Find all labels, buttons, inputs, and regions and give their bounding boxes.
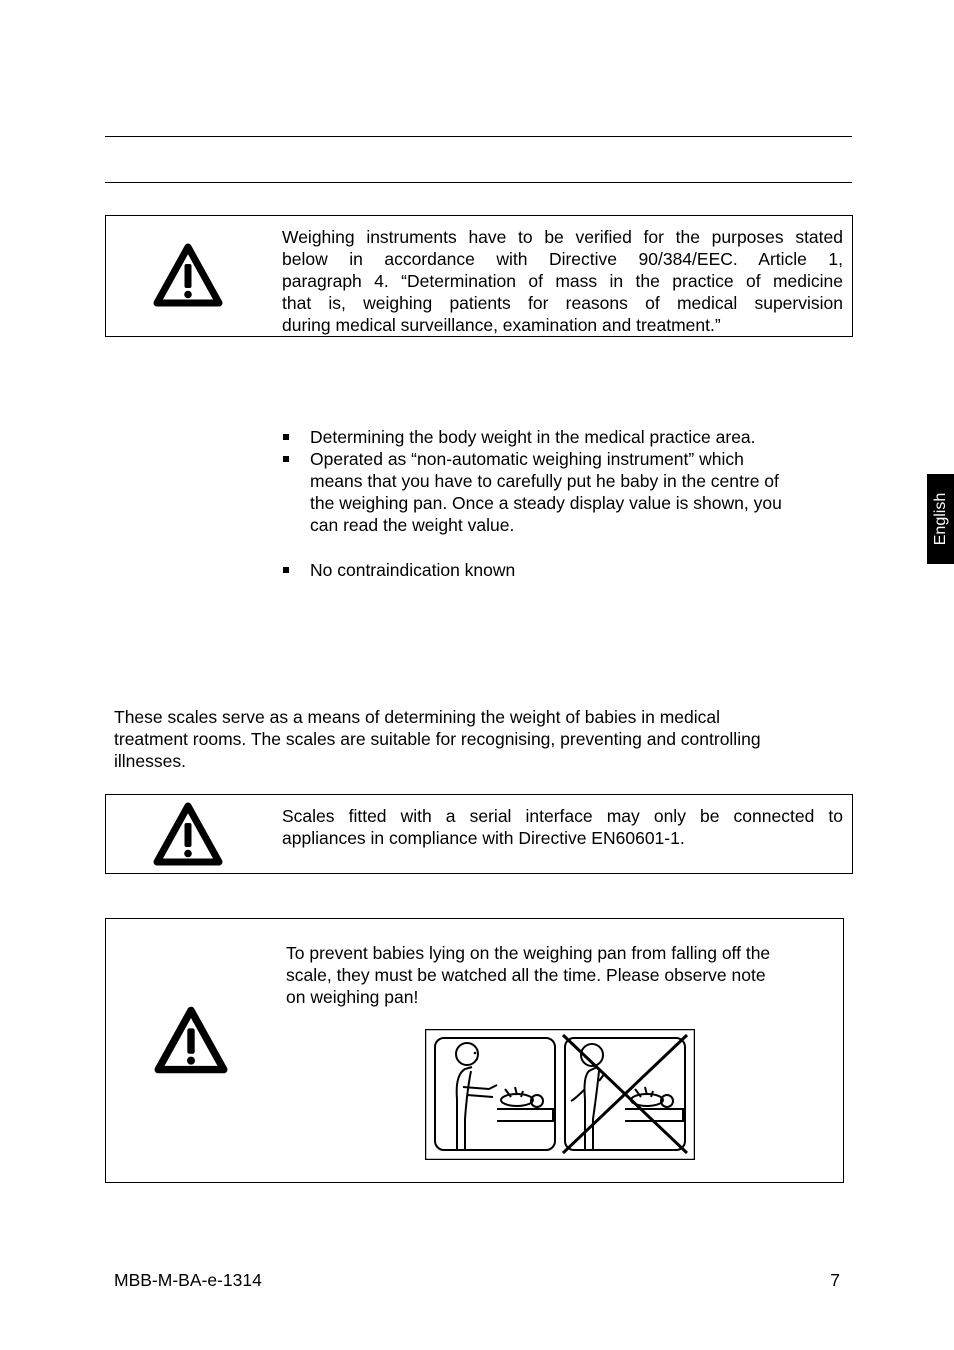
footer-doc-code: MBB-M-BA-e-1314	[114, 1270, 262, 1290]
warning-triangle-icon	[151, 240, 225, 310]
baby-supervision-illustration	[425, 1029, 695, 1160]
warning-line: Weighing instruments have to be verified for the purposes stated	[282, 227, 843, 247]
warning-line: on weighing pan!	[286, 987, 419, 1007]
list-item	[282, 448, 842, 536]
list-item-text: Operated as “non-automatic weighing instrument” which	[310, 449, 744, 469]
warning-line: To prevent babies lying on the weighing pan from falling off the	[286, 943, 771, 963]
warning-line: Scales fitted with a serial interface may only be connected to	[282, 806, 843, 826]
header-rule-bottom	[105, 182, 852, 183]
list-item-text: the weighing pan. Once a steady display value is shown, you	[310, 493, 782, 513]
warning-line: scale, they must be watched all the time. Please observe note	[286, 965, 766, 985]
warning-text-verification	[282, 226, 843, 336]
description-paragraph	[114, 706, 854, 772]
usage-list	[282, 426, 842, 536]
list-item	[282, 559, 842, 581]
footer-page-number: 7	[830, 1270, 840, 1290]
warning-line: below in accordance with Directive 90/384/EEC. Article 1,	[282, 249, 843, 269]
warning-text-interface	[282, 805, 843, 849]
description-line: These scales serve as a means of determining the weight of babies in medical	[114, 707, 721, 727]
warning-line: appliances in compliance with Directive EN60601-1.	[282, 828, 685, 848]
language-tab-label: English	[931, 492, 949, 546]
warning-text-babies	[286, 942, 836, 1008]
warning-triangle-icon	[151, 799, 225, 869]
warning-line: that is, weighing patients for reasons of medical supervision	[282, 293, 843, 313]
warning-triangle-icon	[151, 1003, 231, 1077]
warning-line: paragraph 4. “Determination of mass in the practice of medicine	[282, 271, 843, 291]
language-tab	[927, 474, 954, 564]
bullet-square-icon	[283, 456, 289, 462]
list-item-text: No contraindication known	[310, 560, 516, 580]
list-item-text: can read the weight value.	[310, 515, 515, 535]
description-line: illnesses.	[114, 751, 186, 771]
bullet-square-icon	[283, 567, 289, 573]
list-item-text: Determining the body weight in the medical practice area.	[310, 427, 756, 447]
contraindication-list	[282, 559, 842, 581]
list-item-text: means that you have to carefully put he baby in the centre of	[310, 471, 779, 491]
header-rule-top	[105, 136, 852, 137]
list-item	[282, 426, 842, 448]
warning-line: during medical surveillance, examination and treatment.”	[282, 315, 721, 335]
bullet-square-icon	[283, 434, 289, 440]
description-line: treatment rooms. The scales are suitable for recognising, preventing and controlling	[114, 729, 761, 749]
